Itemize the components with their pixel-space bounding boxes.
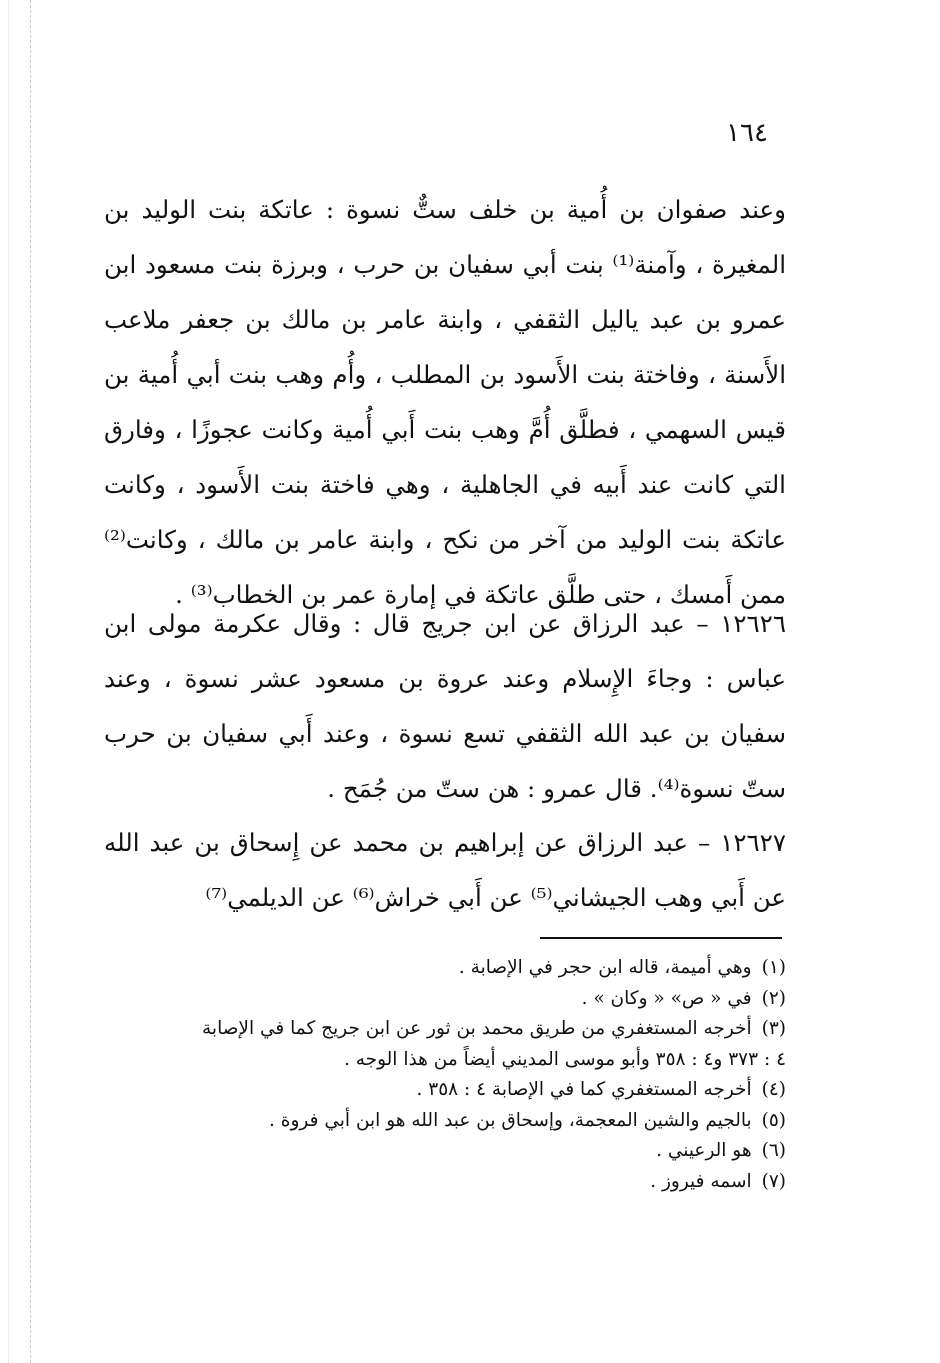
footnote-number: (٢) (761, 987, 786, 1009)
footnote-text: اسمه فيروز . (650, 1170, 752, 1192)
paragraph-text: وعند صفوان بن أُمية بن خلف ستٌّ نسوة : عاتكة بنت الوليد بن المغيرة ، وآمنة⁽¹⁾ بنت أبي سفيان بن حرب ، وبرزة بنت مسعود ابن عمرو بن عبد ياليل الثقفي ، وابنة عامر بن مالك بن جعفر ملاعب الأَسنة ، وفاختة بنت الأَسود بن المطلب ، وأُم وهب بنت أبي أُمية بن قيس السهمي ، فطلَّق أُمَّ وهب بنت أَبي أُمية وكانت عجوزًا ، وفارق التي كانت عند أَبيه في الجاهلية ، وهي فاختة بنت الأَسود ، وكانت عاتكة بنت الوليد من آخر من نكح ، وابنة عامر بن مالك ، وكانت⁽²⁾ ممن أَمسك ، حتى طلَّق عاتكة في إمارة عمر بن الخطاب⁽³⁾ . (104, 195, 786, 609)
margin-rule-outer (8, 0, 9, 1363)
footnote-text: أخرجه المستغفري كما في الإصابة ٤ : ٣٥٨ . (416, 1079, 752, 1100)
hadith-12627 (104, 815, 786, 925)
footnote-4 (104, 1075, 786, 1106)
footnote-5 (104, 1106, 786, 1137)
footnote-number: (٤) (761, 1079, 786, 1100)
footnote-number: (٣) (761, 1018, 786, 1039)
margin-rule (30, 0, 31, 1363)
page-number: ١٦٤ (726, 118, 768, 148)
footnote-continuation: ٤ : ٣٧٣ و٤ : ٣٥٨ وأبو موسى المديني أيضاً من هذا الوجه . (343, 1048, 786, 1070)
paragraph-1 (104, 182, 786, 622)
footnote-number: (٥) (761, 1109, 786, 1131)
footnote-2 (104, 984, 786, 1015)
paragraph-text: ١٢٦٢٦ – عبد الرزاق عن ابن جريج قال : وقال عكرمة مولى ابن عباس : وجاءَ الإِسلام وعند عروة بن مسعود عشر نسوة ، وعند سفيان بن عبد الله الثقفي تسع نسوة ، وعند أَبي سفيان بن حرب ستّ نسوة⁽⁴⁾. قال عمرو : هن ستّ من جُمَح . (104, 609, 786, 803)
footnote-number: (٧) (761, 1170, 786, 1192)
footnote-number: (١) (761, 957, 786, 978)
footnote-text: بالجيم والشين المعجمة، وإسحاق بن عبد الله هو ابن أبي فروة . (269, 1109, 752, 1131)
paragraph-text: ١٢٦٢٧ – عبد الرزاق عن إبراهيم بن محمد عن إِسحاق بن عبد الله عن أَبي وهب الجيشاني⁽⁵⁾ عن أَبي خراش⁽⁶⁾ عن الديلمي⁽⁷⁾ (104, 828, 786, 912)
footnote-text: أخرجه المستغفري من طريق محمد بن ثور عن ابن جريج كما في الإصابة (202, 1018, 752, 1039)
footnotes (104, 953, 786, 1197)
footnote-text: في « ص» « وكان » . (581, 987, 752, 1009)
hadith-12626 (104, 596, 786, 816)
footnote-divider (540, 937, 782, 939)
footnote-text: وهي أميمة، قاله ابن حجر في الإصابة . (458, 957, 752, 978)
footnote-3 (104, 1014, 786, 1075)
footnote-6 (104, 1136, 786, 1167)
footnote-1 (104, 953, 786, 984)
footnote-7 (104, 1167, 786, 1198)
footnote-text: هو الرعيني . (656, 1140, 752, 1161)
footnote-number: (٦) (761, 1140, 786, 1161)
